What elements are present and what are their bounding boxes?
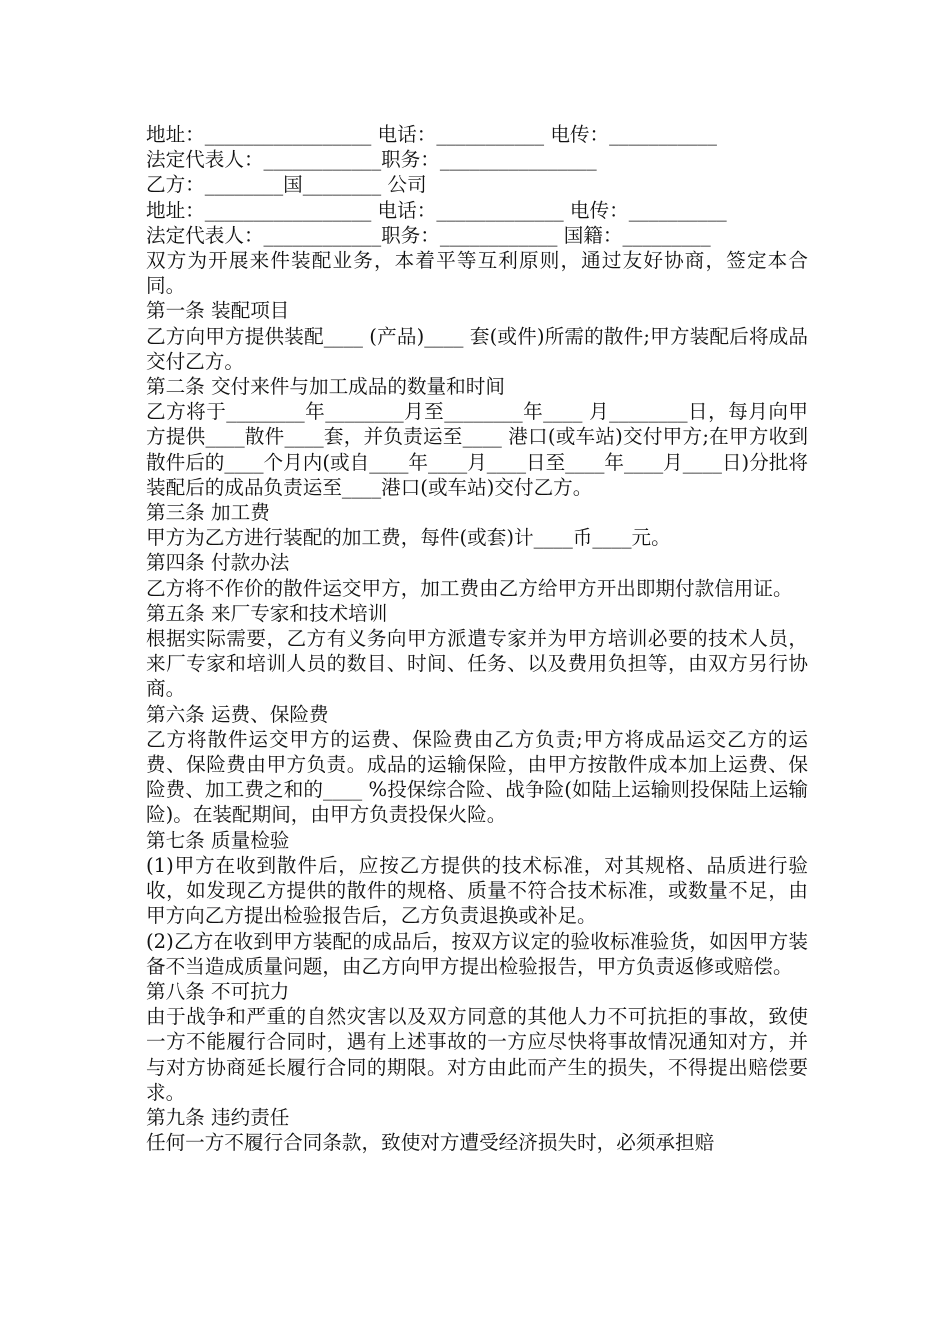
article-2-heading: 第二条 交付来件与加工成品的数量和时间 bbox=[146, 375, 505, 399]
party-a-legal-rep-line: 法定代表人：____________职务：________________ bbox=[146, 148, 597, 172]
party-b-legal-rep-line: 法定代表人：____________职务：____________ 国籍：_________ bbox=[146, 223, 711, 247]
contract-page bbox=[146, 122, 808, 1155]
article-4-paragraph: 乙方将不作价的散件运交甲方，加工费由乙方给甲方开出即期付款信用证。 bbox=[146, 576, 793, 600]
article-1-heading: 第一条 装配项目 bbox=[146, 299, 290, 323]
article-3-heading: 第三条 加工费 bbox=[146, 501, 270, 525]
article-5-paragraph: 根据实际需要，乙方有义务向甲方派遣专家并为甲方培训必要的技术人员，来厂专家和培训人员的数目、时间、任务、以及费用负担等，由双方另行协商。 bbox=[146, 627, 808, 701]
article-5-heading: 第五条 来厂专家和技术培训 bbox=[146, 601, 388, 625]
article-8-heading: 第八条 不可抗力 bbox=[146, 979, 290, 1003]
article-2-paragraph: 乙方将于________年________月至________年____ 月________日，每月向甲方提供____散件____套，并负责运至____ 港口(或车站)交付甲方;在甲方收到散件后的____个月内(或自____年____月____日至____年____月____日)分批将装配后的成品负责运至____港口(或车站)交付乙方。 bbox=[146, 400, 808, 499]
article-6-paragraph: 乙方将散件运交甲方的运费、保险费由乙方负责;甲方将成品运交乙方的运费、保险费由甲方负责。成品的运输保险，由甲方按散件成本加上运费、保险费、加工费之和的____ %投保综合险、战争险(如陆上运输则投保陆上运输险)。在装配期间，由甲方负责投保火险。 bbox=[146, 727, 808, 827]
article-1-paragraph: 乙方向甲方提供装配____ (产品)____ 套(或件)所需的散件;甲方装配后将成品交付乙方。 bbox=[146, 324, 808, 373]
article-7-paragraph-2: (2)乙方在收到甲方装配的成品后，按双方议定的验收标准验货，如因甲方装备不当造成质量问题，由乙方向甲方提出检验报告，甲方负责返修或赔偿。 bbox=[146, 929, 808, 978]
party-a-address-line: 地址：_________________ 电话：___________ 电传：___________ bbox=[146, 123, 717, 146]
intro-paragraph: 双方为开展来件装配业务，本着平等互利原则，通过友好协商，签定本合同。 bbox=[146, 249, 808, 298]
article-9-heading: 第九条 违约责任 bbox=[146, 1105, 290, 1129]
party-b-address-line: 地址：_________________ 电话：_____________ 电传：__________ bbox=[146, 198, 727, 222]
article-7-paragraph-1: (1)甲方在收到散件后，应按乙方提供的技术标准，对其规格、品质进行验收，如发现乙方提供的散件的规格、质量不符合技术标准，或数量不足，由甲方向乙方提出检验报告后，乙方负责退换或补足。 bbox=[146, 853, 808, 928]
article-7-heading: 第七条 质量检验 bbox=[146, 828, 290, 852]
party-b-name-line: 乙方：________国________ 公司 bbox=[146, 173, 427, 197]
article-8-paragraph: 由于战争和严重的自然灾害以及双方同意的其他人力不可抗拒的事故，致使一方不能履行合同时，遇有上述事故的一方应尽快将事故情况通知对方，并与对方协商延长履行合同的期限。对方由此而产生的损失，不得提出赔偿要求。 bbox=[146, 1005, 808, 1104]
article-6-heading: 第六条 运费、保险费 bbox=[146, 702, 329, 726]
article-4-heading: 第四条 付款办法 bbox=[146, 551, 290, 575]
article-3-paragraph: 甲方为乙方进行装配的加工费，每件(或套)计____币____元。 bbox=[146, 526, 671, 550]
article-9-paragraph: 任何一方不履行合同条款，致使对方遭受经济损失时，必须承担赔 bbox=[146, 1131, 715, 1155]
